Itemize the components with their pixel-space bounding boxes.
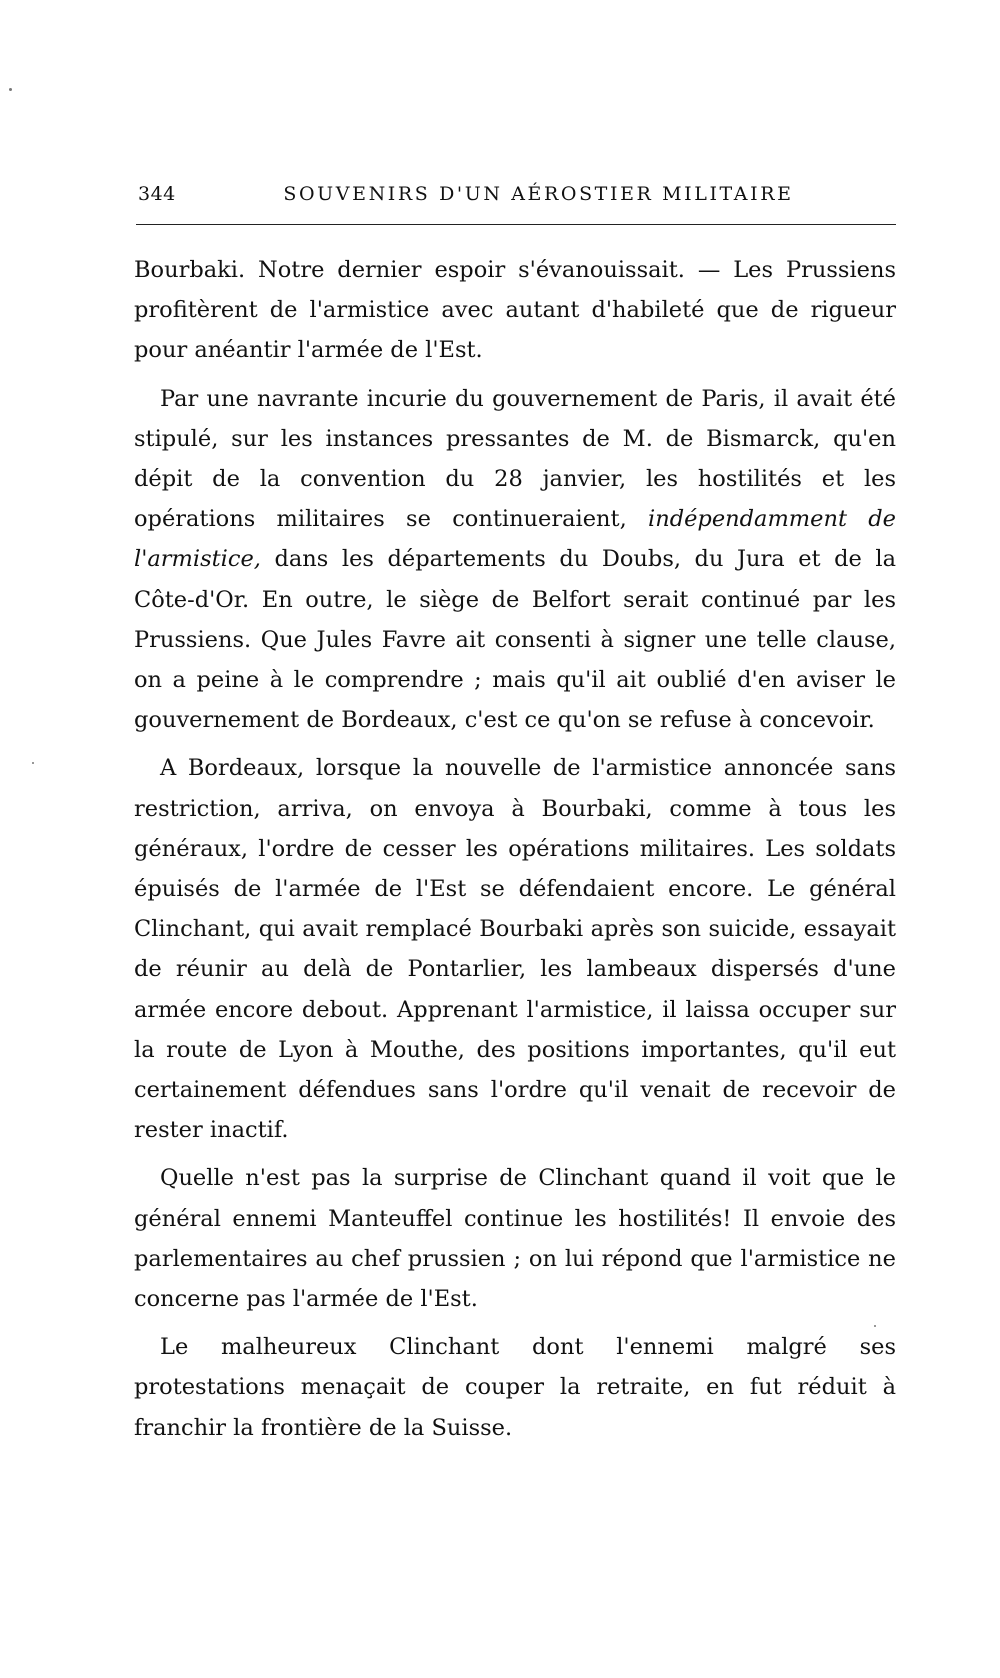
paragraph-2-emphasis: indépendamment de l'armistice, [134, 506, 896, 573]
running-title: SOUVENIRS D'UN AÉROSTIER MILITAIRE [283, 183, 794, 205]
body-text [134, 250, 896, 1456]
scan-speck [874, 1325, 876, 1327]
scan-speck [32, 762, 34, 764]
paragraph-2-text-before: Par une navrante incurie du gouvernement de Paris, il avait été stipulé, sur les instances pressantes de M. de Bismarck, qu'en dépit de la convention du 28 janvier, les hostilités et les opérations militaires se continueraient, [134, 385, 896, 533]
page-header [138, 183, 895, 209]
paragraph-4: Quelle n'est pas la surprise de Clinchant quand il voit que le général ennemi Manteuffel continue les hostilités! Il envoie des parlementaires au chef prussien ; on lui répond que l'armistice ne concerne pas l'armée de l'Est. [134, 1165, 896, 1313]
paragraph-2 [134, 379, 896, 741]
paragraph-5: Le malheureux Clinchant dont l'ennemi malgré ses protestations menaçait de couper la retraite, en fut réduit à franchir la frontière de la Suisse. [134, 1334, 896, 1441]
paragraph-1: Bourbaki. Notre dernier espoir s'évanouissait. — Les Prussiens profitèrent de l'armistice avec autant d'habileté que de rigueur pour anéantir l'armée de l'Est. [134, 257, 896, 364]
paragraph-3: A Bordeaux, lorsque la nouvelle de l'armistice annoncée sans restriction, arriva, on envoya à Bourbaki, comme à tous les généraux, l'ordre de cesser les opérations militaires. Les soldats épuisés de l'armée de l'Est se défendaient encore. Le général Clinchant, qui avait remplacé Bourbaki après son suicide, essayait de réunir au delà de Pontarlier, les lambeaux dispersés d'une armée encore debout. Apprenant l'armistice, il laissa occuper sur la route de Lyon à Mouthe, des positions importantes, qu'il eut certainement défendues sans l'ordre qu'il venait de recevoir de rester inactif. [134, 755, 896, 1144]
scan-speck [9, 88, 12, 91]
page-number: 344 [138, 183, 176, 205]
paragraph-2-text-after: dans les départements du Doubs, du Jura et de la Côte-d'Or. En outre, le siège de Belfort serait continué par les Prussiens. Que Jules Favre ait consenti à signer une telle clause, on a peine à le comprendre ; mais qu'il ait oublié d'en aviser le gouvernement de Bordeaux, c'est ce qu'on se refuse à concevoir. [134, 546, 896, 734]
header-rule [136, 224, 896, 225]
